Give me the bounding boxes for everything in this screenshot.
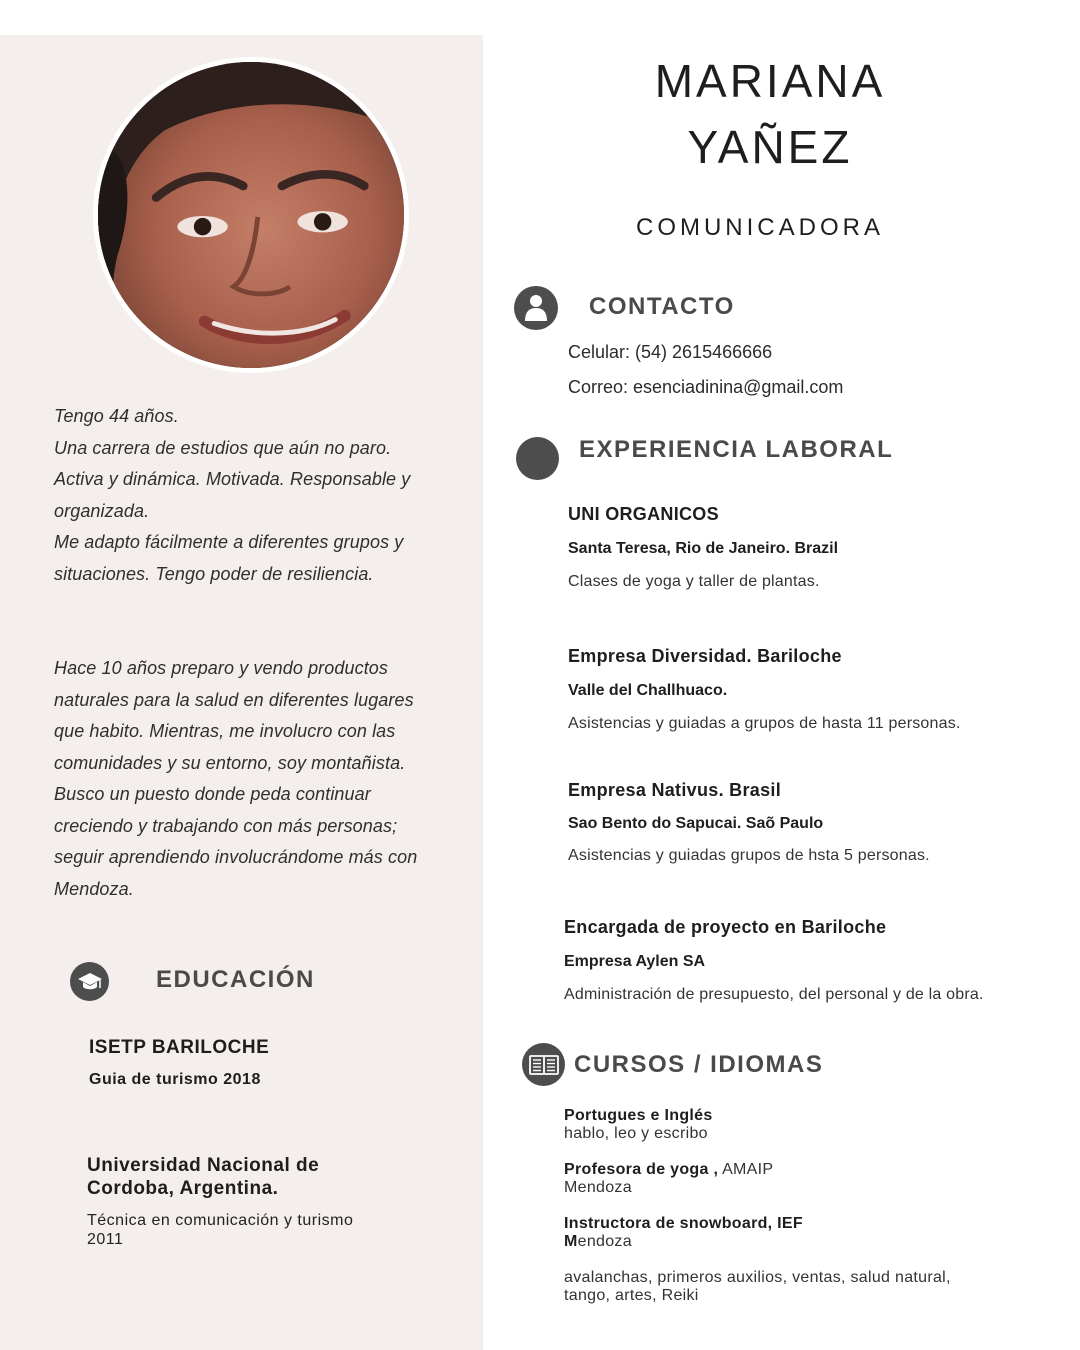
experience-item-title: Empresa Diversidad. Bariloche [568,646,842,666]
experience-item-place: Empresa Aylen SA [564,953,706,970]
course-extra-line: tango, artes, Reiki [564,1287,699,1304]
name-first: MARIANA [654,55,886,107]
experience-item-title: UNI ORGANICOS [568,504,719,524]
course-org: AMAIP [718,1161,774,1178]
portrait-photo [98,62,404,368]
experience-item-desc: Administración de presupuesto, del personal y de la obra. [564,986,984,1003]
contact-email: Correo: esenciadinina@gmail.com [568,377,844,397]
bio-line: que habito. Mientras, me involucro con las [54,721,396,741]
course-detail: Mendoza [564,1179,632,1196]
experience-item-place: Santa Teresa, Rio de Janeiro. Brazil [568,540,839,557]
course-extra-line: avalanchas, primeros auxilios, ventas, salud natural, [564,1269,951,1286]
bio-line: seguir aprendiendo involucrándome más con [54,847,418,867]
education-desc-line: Técnica en comunicación y turismo [87,1212,354,1229]
experience-item-desc: Asistencias y guiadas a grupos de hasta 11 personas. [568,715,961,732]
course-detail: hablo, leo y escribo [564,1125,708,1142]
course-name: Portugues e Inglés [564,1107,713,1124]
bio-line: situaciones. Tengo poder de resiliencia. [54,563,374,584]
courses-title: CURSOS / IDIOMAS [574,1051,824,1078]
experience-item-title: Encargada de proyecto en Bariloche [564,917,887,937]
person-icon [514,286,558,330]
education-desc-line: 2011 [87,1231,124,1248]
education-title-line: Universidad Nacional de [87,1155,320,1176]
bio-line: Una carrera de estudios que aún no paro. [54,437,392,458]
experience-item-place: Valle del Challhuaco. [568,682,728,699]
contact-phone: Celular: (54) 2615466666 [568,342,773,362]
job-title: COMUNICADORA [635,214,884,241]
experience-item-desc: Asistencias y guiadas grupos de hsta 5 personas. [568,847,930,864]
course-detail-initial: M [564,1233,578,1250]
education-title: EDUCACIÓN [156,966,315,993]
education-item-title: ISETP BARILOCHE [89,1037,270,1058]
bio-line: Me adapto fácilmente a diferentes grupos y [54,532,404,552]
graduation-cap-icon [70,962,109,1001]
experience-item-title: Empresa Nativus. Brasil [568,780,781,800]
profile-photo [93,57,409,373]
book-icon [522,1043,565,1086]
bio-line: naturales para la salud en diferentes lugares [54,689,414,710]
briefcase-circle-icon [516,437,559,480]
education-title-line: Cordoba, Argentina. [87,1178,279,1199]
course-detail: endoza [577,1233,632,1250]
name-last: YAÑEZ [687,121,853,173]
experience-title: EXPERIENCIA LABORAL [579,436,894,463]
course-name: Instructora de snowboard, IEF [564,1215,803,1232]
bio-line: comunidades y su entorno, soy montañista. [54,752,406,773]
bio-line: Hace 10 años preparo y vendo productos [54,658,389,678]
bio-line: organizada. [54,500,150,521]
bio-paragraph-1 [54,401,464,590]
bio-line: Activa y dinámica. Motivada. Responsable y [54,469,411,489]
bio-paragraph-2 [54,653,464,905]
course-name: Profesora de yoga , [564,1161,719,1178]
course-extra [564,1269,951,1305]
experience-item-place: Sao Bento do Sapucai. Saõ Paulo [568,815,824,832]
education-item-subtitle: Guia de turismo 2018 [89,1071,261,1088]
bio-line: Mendoza. [54,878,134,899]
experience-item-desc: Clases de yoga y taller de plantas. [568,573,820,590]
course-item [564,1107,713,1143]
course-item [564,1161,773,1197]
education-item-desc [87,1211,353,1249]
bio-line: Busco un puesto donde peda continuar [54,784,371,804]
bio-line: Tengo 44 años. [54,406,179,426]
course-item [564,1215,803,1251]
contact-title: CONTACTO [589,293,735,320]
bio-line: creciendo y trabajando con más personas; [54,815,398,836]
education-item-title [87,1154,319,1200]
